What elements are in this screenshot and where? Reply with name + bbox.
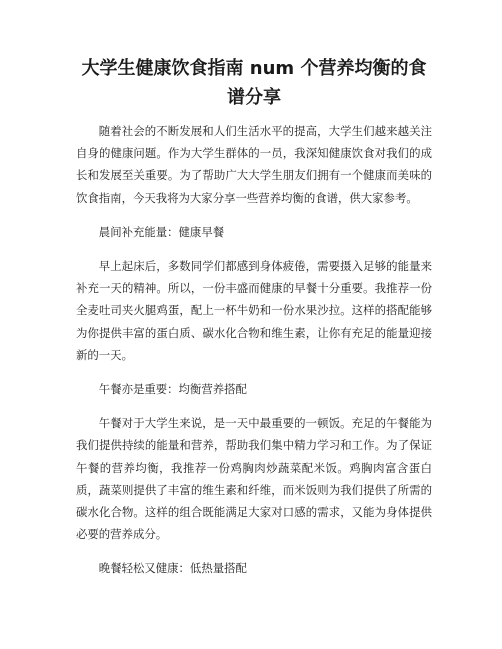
section-body-breakfast: 早上起床后，多数同学们都感到身体疲倦，需要摄入足够的能量来补充一天的精神。所以，一份丰盛而健康的早餐十分重要。我推荐一份全麦吐司夹火腿鸡蛋，配上一杯牛奶和一份水果沙拉。这样的搭配能够为你提供丰富的蛋白质、碳水化合物和维生素，让你有充足的能量迎接新的一天。 bbox=[76, 259, 432, 362]
section-body-lunch: 午餐对于大学生来说，是一天中最重要的一顿饭。充足的午餐能为我们提供持续的能量和营养，帮助我们集中精力学习和工作。为了保证午餐的营养均衡，我推荐一份鸡胸肉炒蔬菜配米饭。鸡胸肉富含蛋白质，蔬菜则提供了丰富的维生素和纤维，而米饭则为我们提供了所需的碳水化合物。这样的组合既能满足大家对口感的需求，又能为身体提供必要的营养成分。 bbox=[76, 416, 432, 542]
section-heading-breakfast: 晨间补充能量：健康早餐 bbox=[98, 224, 225, 239]
document-title: 大学生健康饮食指南 num 个营养均衡的食谱分享 bbox=[81, 58, 427, 108]
section-heading-lunch: 午餐亦是重要：均衡营养搭配 bbox=[98, 382, 247, 397]
intro-paragraph: 随着社会的不断发展和人们生活水平的提高，大学生们越来越关注自身的健康问题。作为大学生群体的一员，我深知健康饮食对我们的成长和发展至关重要。为了帮助广大大学生朋友们拥有一个健康而美味的饮食指南，今天我将为大家分享一些营养均衡的食谱，供大家参考。 bbox=[76, 124, 432, 205]
section-heading-dinner: 晚餐轻松又健康：低热量搭配 bbox=[98, 561, 247, 576]
